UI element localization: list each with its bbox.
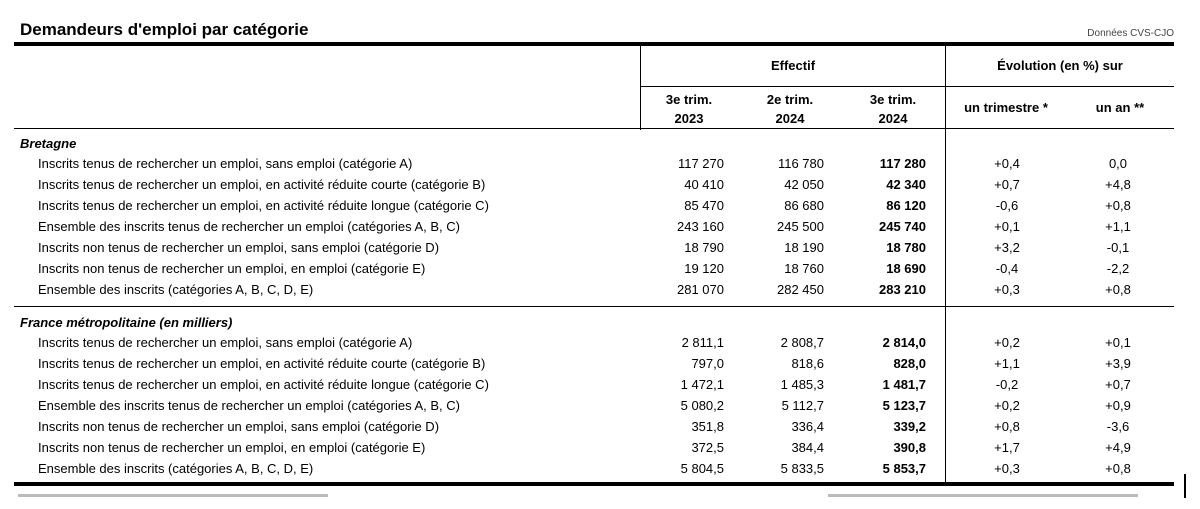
table-row (14, 417, 1174, 437)
row-label: Ensemble des inscrits (catégories A, B, C, D, E) (38, 282, 314, 297)
cell-q3-2024: 117 280 (879, 156, 926, 171)
table-row (14, 196, 1174, 216)
table-title: Demandeurs d'emploi par catégorie (20, 20, 309, 39)
row-label: Inscrits non tenus de rechercher un emploi, sans emploi (catégorie D) (38, 240, 440, 255)
subheader-rule (641, 86, 1174, 87)
cell-q3-2023: 2 811,1 (681, 335, 724, 350)
cell-evol-trimestre: +0,7 (994, 177, 1020, 192)
cell-evol-an: +0,8 (1105, 461, 1131, 476)
evolution-header: Évolution (en %) sur (997, 58, 1123, 73)
cell-q3-2023: 85 470 (684, 198, 724, 213)
section-divider (14, 306, 1174, 307)
cell-q3-2024: 5 853,7 (882, 461, 926, 476)
cell-evol-trimestre: +1,1 (994, 356, 1020, 371)
bottom-rule (14, 482, 1174, 486)
row-label: Inscrits tenus de rechercher un emploi, en activité réduite courte (catégorie B) (38, 356, 486, 371)
col-header-q3-2023-line2: 2023 (674, 111, 704, 126)
cell-q3-2024: 390,8 (893, 440, 926, 455)
table-row (14, 438, 1174, 458)
cell-evol-an: +0,8 (1105, 198, 1131, 213)
cell-evol-an: -0,1 (1106, 240, 1130, 255)
cell-q2-2024: 384,4 (791, 440, 824, 455)
cell-q3-2024: 1 481,7 (882, 377, 926, 392)
cell-q3-2024: 283 210 (879, 282, 926, 297)
row-label: Inscrits tenus de rechercher un emploi, en activité réduite courte (catégorie B) (38, 177, 486, 192)
cell-q3-2023: 372,5 (691, 440, 724, 455)
cell-q2-2024: 818,6 (791, 356, 824, 371)
cell-evol-an: +4,8 (1105, 177, 1131, 192)
cell-q2-2024: 5 112,7 (781, 398, 824, 413)
cell-evol-an: -3,6 (1106, 419, 1130, 434)
row-label: Inscrits non tenus de rechercher un emploi, sans emploi (catégorie D) (38, 419, 440, 434)
cell-q3-2023: 19 120 (684, 261, 724, 276)
cell-q3-2024: 828,0 (893, 356, 926, 371)
cell-evol-trimestre: +0,2 (994, 335, 1020, 350)
cell-q2-2024: 42 050 (784, 177, 824, 192)
section-title-bretagne: Bretagne (20, 136, 77, 151)
col-header-q2-2024-line1: 2e trim. (766, 92, 814, 107)
table-row (14, 459, 1174, 479)
cell-q3-2023: 5 804,5 (680, 461, 724, 476)
cell-q3-2023: 281 070 (677, 282, 724, 297)
col-header-q3-2023 (644, 90, 734, 128)
col-header-q2-2024-line2: 2024 (775, 111, 805, 126)
cell-evol-an: +1,1 (1105, 219, 1131, 234)
table-row (14, 217, 1174, 237)
cell-q2-2024: 18 760 (784, 261, 824, 276)
cropped-footnote-left (18, 494, 328, 497)
cell-q3-2023: 40 410 (684, 177, 724, 192)
header-bottom-rule (14, 128, 1174, 129)
cell-q3-2023: 117 270 (677, 156, 724, 171)
cell-evol-trimestre: -0,6 (995, 198, 1019, 213)
cell-q2-2024: 2 808,7 (780, 335, 824, 350)
effectif-header: Effectif (770, 58, 816, 73)
row-label: Ensemble des inscrits (catégories A, B, C, D, E) (38, 461, 314, 476)
cell-q3-2024: 339,2 (893, 419, 926, 434)
cell-q2-2024: 282 450 (777, 282, 824, 297)
cell-q3-2024: 18 690 (886, 261, 926, 276)
cell-q3-2024: 18 780 (886, 240, 926, 255)
table-row (14, 375, 1174, 395)
top-rule (14, 42, 1174, 46)
cell-evol-an: 0,0 (1108, 156, 1128, 171)
table-row (14, 333, 1174, 353)
section-title-france: France métropolitaine (en milliers) (20, 315, 233, 330)
row-label: Ensemble des inscrits tenus de rechercher un emploi (catégories A, B, C) (38, 219, 460, 234)
cell-evol-trimestre: +3,2 (994, 240, 1020, 255)
col-header-trimestre: un trimestre * (964, 100, 1048, 115)
cell-q2-2024: 116 780 (777, 156, 824, 171)
cropped-footnote-right (828, 494, 1138, 497)
cell-evol-trimestre: +0,1 (994, 219, 1020, 234)
cell-evol-an: -2,2 (1106, 261, 1130, 276)
cell-q3-2024: 5 123,7 (882, 398, 926, 413)
cell-q3-2023: 351,8 (691, 419, 724, 434)
cell-evol-trimestre: +0,8 (994, 419, 1020, 434)
cell-evol-an: +0,9 (1105, 398, 1131, 413)
cell-q3-2023: 5 080,2 (680, 398, 724, 413)
cell-evol-trimestre: +0,2 (994, 398, 1020, 413)
row-label: Inscrits tenus de rechercher un emploi, en activité réduite longue (catégorie C) (38, 377, 489, 392)
cell-evol-an: +4,9 (1105, 440, 1131, 455)
cell-q2-2024: 5 833,5 (780, 461, 824, 476)
row-label: Inscrits tenus de rechercher un emploi, en activité réduite longue (catégorie C) (38, 198, 489, 213)
cell-q2-2024: 86 680 (784, 198, 824, 213)
cell-q3-2023: 243 160 (677, 219, 724, 234)
cell-q3-2024: 86 120 (886, 198, 926, 213)
cell-evol-trimestre: -0,4 (995, 261, 1019, 276)
cell-evol-trimestre: +0,3 (994, 461, 1020, 476)
row-label: Inscrits tenus de rechercher un emploi, sans emploi (catégorie A) (38, 156, 413, 171)
text-cursor-mark (1184, 474, 1186, 498)
table-row (14, 154, 1174, 174)
row-label: Inscrits tenus de rechercher un emploi, sans emploi (catégorie A) (38, 335, 413, 350)
table-row (14, 354, 1174, 374)
cell-q2-2024: 245 500 (777, 219, 824, 234)
cell-q2-2024: 336,4 (791, 419, 824, 434)
cell-evol-trimestre: +0,4 (994, 156, 1020, 171)
table-row (14, 259, 1174, 279)
cell-q3-2023: 1 472,1 (680, 377, 724, 392)
cell-evol-an: +0,8 (1105, 282, 1131, 297)
col-header-q3-2024-line2: 2024 (878, 111, 908, 126)
cell-evol-an: +0,1 (1105, 335, 1131, 350)
row-label: Inscrits non tenus de rechercher un emploi, en emploi (catégorie E) (38, 261, 426, 276)
cell-q3-2024: 245 740 (879, 219, 926, 234)
cell-q3-2023: 797,0 (691, 356, 724, 371)
cell-evol-trimestre: -0,2 (995, 377, 1019, 392)
table-row (14, 238, 1174, 258)
cell-q3-2023: 18 790 (684, 240, 724, 255)
cell-q3-2024: 2 814,0 (882, 335, 926, 350)
cell-q3-2024: 42 340 (886, 177, 926, 192)
col-header-q3-2024-line1: 3e trim. (869, 92, 917, 107)
cell-evol-an: +3,9 (1105, 356, 1131, 371)
col-header-q2-2024 (745, 90, 835, 128)
table-row (14, 280, 1174, 300)
row-label: Ensemble des inscrits tenus de rechercher un emploi (catégories A, B, C) (38, 398, 460, 413)
table-row (14, 175, 1174, 195)
col-header-q3-2023-line1: 3e trim. (665, 92, 713, 107)
data-source-note: Données CVS-CJO (1087, 28, 1174, 39)
cell-evol-trimestre: +1,7 (994, 440, 1020, 455)
row-label: Inscrits non tenus de rechercher un emploi, en emploi (catégorie E) (38, 440, 426, 455)
col-header-q3-2024 (848, 90, 938, 128)
col-header-an: un an ** (1095, 100, 1145, 115)
table-row (14, 396, 1174, 416)
cell-evol-trimestre: +0,3 (994, 282, 1020, 297)
cell-q2-2024: 18 190 (784, 240, 824, 255)
cell-q2-2024: 1 485,3 (780, 377, 824, 392)
cell-evol-an: +0,7 (1105, 377, 1131, 392)
